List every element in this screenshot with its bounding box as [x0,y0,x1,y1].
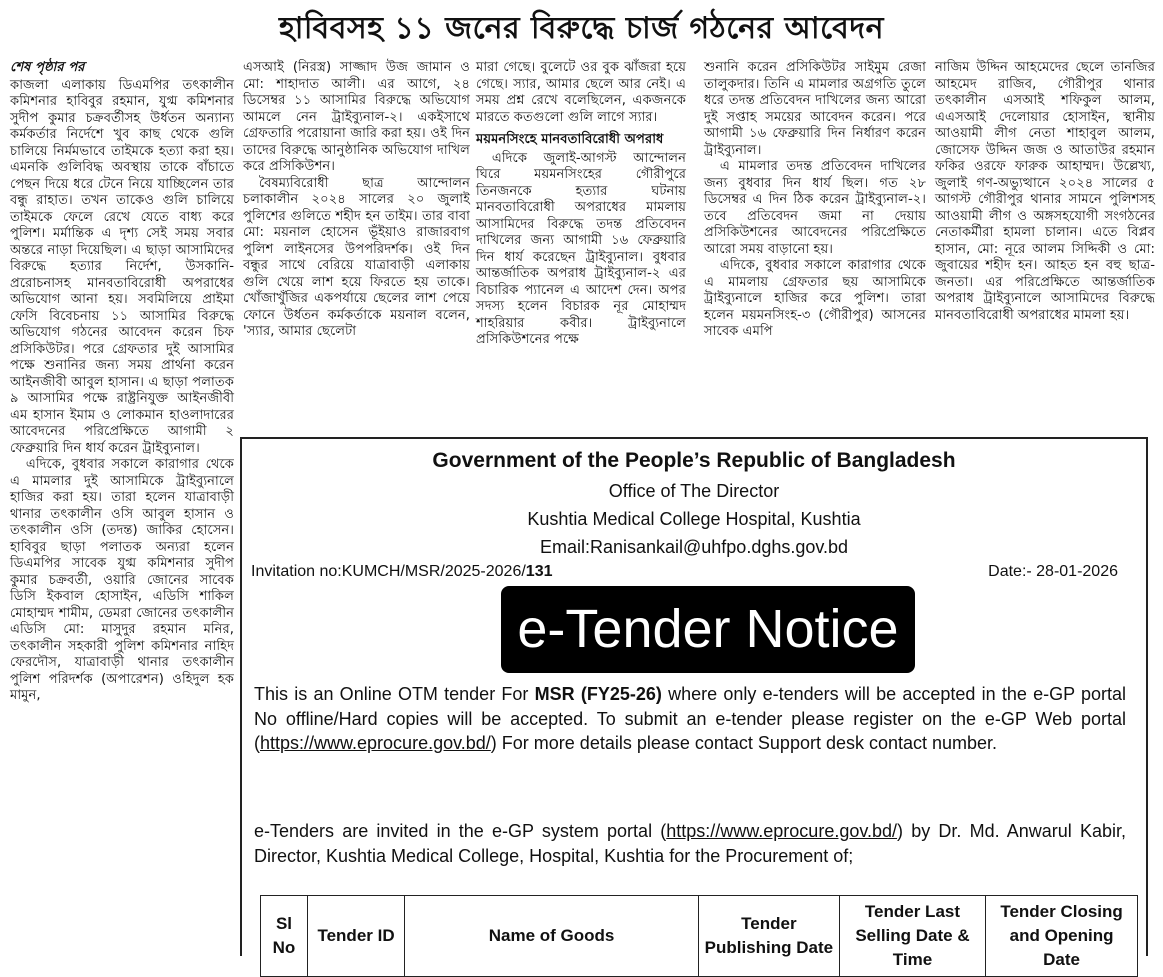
article-paragraph: নাজিম উদ্দিন আহমেদের ছেলে তানজির আহমেদ রাজিব, গৌরীপুর থানার তৎকালীন এসআই শফিকুল আলম, এএসআই দেলোয়ার হোসাইন, স্থানীয় আওয়ামী লীগ নেতা শাহাবুল আলম, জোসেফ উদ্দিন জজ ও আতাউর রহমান ফকির ওরফে ফারুক আহাম্মদ। উল্লেখ্য, জুলাই গণ-অভ্যুত্থানে ২০২৪ সালের ৫ আগস্ট গৌরীপুর থানার সামনে পুলিশসহ আওয়ামী লীগ ও অঙ্গসহযোগী সংগঠনের নেতাকর্মীরা হামলা চালান। এতে বিপ্লব হাসান, মো: নূরে আলম সিদ্দিকী ও মো: জুবায়ের শহীদ হন। আহত হন বহু ছাত্র-জনতা। এর পরিপ্রেক্ষিতে আন্তর্জাতিক অপরাধ ট্রাইব্যুনালে আসামিদের বিরুদ্ধে মানবতাবিরোধী অপরাধের মামলা হয়। [935,60,1155,323]
ad-hospital: Kushtia Medical College Hospital, Kushtia [527,509,861,529]
tender-table [260,895,1138,977]
ad-government-title: Government of the People’s Republic of Bangladesh [432,449,956,472]
subheading: ময়মনসিংহে মানবতাবিরোধী অপরাধ [476,132,664,147]
header-tender-id: Tender ID [307,896,404,977]
article-column-1 [10,60,234,956]
article-column-3 [476,60,686,432]
ad-office: Office of The Director [608,481,780,501]
e-tender-banner: e-Tender Notice [501,586,915,673]
table-header-row [261,896,1138,977]
header-name-of-goods: Name of Goods [405,896,699,977]
invitation-number: Invitation no:KUMCH/MSR/2025-2026/131 [251,563,553,580]
eprocure-link[interactable]: https://www.eprocure.gov.bd/ [666,821,898,841]
article-paragraph: এদিকে, বুধবার সকালে কারাগার থেকে এ মামলার দুই আসামিকে ট্রাইব্যুনালে হাজির করা হয়। তারা হলেন যাত্রাবাড়ী থানার তৎকালীন ওসি আবুল হাসান ও তৎকালীন ওসি (তদন্ত) জাকির হোসেন। হাবিবুর ছাড়া পলাতক অন্যরা হলেন ডিএমপির সাবেক যুগ্ম কমিশনার সুদীপ কুমার চক্রবর্তী, ওয়ারি জোনের সাবেক ডিসি ইকবাল হোসাইন, এডিসি শাকিল মোহাম্মদ শামীম, ডেমরা জোনের তৎকালীন এডিসি মো: মাসুদুর রহমান মনির, তৎকালীন সহকারী পুলিশ কমিশনার নাহিদ ফেরদৌস, যাত্রাবাড়ী থানার তৎকালীন পুলিশ পরিদর্শক (অপারেশন) ওহিদুল হক মামুন, [10,457,234,703]
ad-paragraph-2: e-Tenders are invited in the e-GP system portal (https://www.eprocure.gov.bd/) by Dr. Md. Anwarul Kabir, Director, Kushtia Medical College, Hospital, Kushtia for the Procurement of; [254,821,1127,866]
header-closing-opening-date: Tender Closing and Opening Date [986,896,1138,977]
article-paragraph: বৈষম্যবিরোধী ছাত্র আন্দোলন চলাকালীন ২০২৪ সালের ২০ জুলাই পুলিশের গুলিতে শহীদ হন তাইম। তার বাবা মো: ময়নাল হোসেন ভূঁইয়াও রাজারবাগ পুলিশ লাইনসের উপপরিদর্শক। ওই দিন বন্ধুর সাথে বেরিয়ে যাত্রাবাড়ী এলাকায় গুলি খেয়ে লাশ হয়ে ফিরতে হয় তাকে। খোঁজাখুঁজির একপর্যায়ে ছেলের লাশ পেয়ে ফোনে উর্ধতন কর্মকর্তাকে ময়নাল বলেন, 'স্যার, আমার ছেলেটা [243,175,470,339]
article-column-2 [243,60,470,432]
ad-email: Email:Ranisankail@uhfpo.dghs.gov.bd [539,537,849,557]
article-paragraph: মারা গেছে। বুলেটে ওর বুক ঝাঁজরা হয়ে গেছে। স্যার, আমার ছেলে আর নেই। এ সময় প্রশ্ন রেখে বলেছিলেন, একজনকে মারতে কতগুলো গুলি লাগে স্যার। [476,60,686,125]
ad-paragraph-1: This is an Online OTM tender For MSR (FY25-26) where only e-tenders will be accepted in the e-GP portal No offline/Hard copies will be accepted. To submit an e-tender please register on the e-GP Web portal (https://www.eprocure.gov.bd/) For more details please contact Support desk contact number. [254,684,1127,753]
article-paragraph: এদিকে, বুধবার সকালে কারাগার থেকে এ মামলায় গ্রেফতার ছয় আসামিকে ট্রাইব্যুনালে হাজির করে পুলিশ। তারা হলেন ময়মনসিংহ-৩ (গৌরীপুর) আসনের সাবেক এমপি [704,258,926,339]
header-last-selling-date: Tender Last Selling Date & Time [839,896,985,977]
tender-advertisement [240,437,1148,969]
article-paragraph: কাজলা এলাকায় ডিএমপির তৎকালীন কমিশনার হাবিবুর রহমান, যুগ্ম কমিশনার সুদীপ কুমার চক্রবর্তীসহ উর্ধতন অন্যান্য কর্মকর্তার নির্দেশে খুব কাছ থেকে গুলি চালিয়ে নির্মমভাবে তাইমকে হত্যা করা হয়। এমনকি গুলিবিদ্ধ অবস্থায় তাকে বাঁচাতে পেছন দিয়ে ধরে টেনে নিয়ে যাচ্ছিলেন তার বন্ধু রাহাত। তখন তাকেও গুলি চালিয়ে তাইমকে ফেলে রেখে যেতে বাধ্য করে পুলিশ। মর্মান্তিক এ দৃশ্য সেই সময় সবার অন্তরে নাড়া দিয়েছিল। এ ছাড়া আসামিদের বিরুদ্ধে হত্যার নির্দেশ, উসকানি-প্ররোচনাসহ মানবতাবিরোধী অপরাধের অভিযোগ আনা হয়। সবমিলিয়ে প্রাইমা ফেসি বিবেচনায় ১১ আসামির বিরুদ্ধে অভিযোগ গঠনের আবেদন করেন চিফ প্রসিকিউটর। পরে গ্রেফতার দুই আসামির পক্ষে শুনানির জন্য সময় প্রার্থনা করেন আইনজীবী আবুল হাসান। এ ছাড়া পলাতক ৯ আসামির পক্ষে রাষ্ট্রনিযুক্ত আইনজীবী এম হাসান ইমাম ও লোকমান হাওলাদারের আবেদনের পরিপ্রেক্ষিতে আগামী ২ ফেব্রুয়ারি দিন ধার্য করেন ট্রাইব্যুনাল। [10,77,234,456]
article-column-5 [935,60,1155,432]
continued-from-label: শেষ পৃষ্ঠার পর [10,60,85,75]
article-column-4 [704,60,926,432]
article-paragraph: এসআই (নিরস্ত্র) সাজ্জাদ উজ জামান ও মো: শাহাদাত আলী। এর আগে, ২৪ ডিসেম্বর ১১ আসামির বিরুদ্ধে অভিযোগ আমলে নেন ট্রাইব্যুনাল-২। একইসাথে গ্রেফতারি পরোয়ানা জারি করা হয়। ওই দিন তাদের বিরুদ্ধে আনুষ্ঠানিক অভিযোগ দাখিল করে প্রসিকিউশন। [243,60,470,174]
eprocure-link[interactable]: https://www.eprocure.gov.bd/ [260,733,491,753]
article-paragraph: এ মামলার তদন্ত প্রতিবেদন দাখিলের জন্য বুধবার দিন ধার্য ছিল। গত ২৮ ডিসেম্বর এ দিন ঠিক করেন ট্রাইব্যুনাল-২। তবে প্রতিবেদন জমা না দেয়ায় প্রসিকিউশনের আবেদনের পরিপ্রেক্ষিতে আরো সময় বাড়ানো হয়। [704,159,926,257]
header-publishing-date: Tender Publishing Date [698,896,839,977]
article-paragraph: শুনানি করেন প্রসিকিউটর সাইমুম রেজা তালুকদার। তিনি এ মামলার অগ্রগতি তুলে ধরে তদন্ত প্রতিবেদন দাখিলের জন্য আরো দুই সপ্তাহ সময়ের আবেদন করেন। পরে আগামী ১৬ ফেব্রুয়ারি দিন নির্ধারণ করেন ট্রাইব্যুনাল। [704,60,926,158]
header-sl-no: Sl No [261,896,308,977]
notice-date: Date:- 28-01-2026 [988,563,1118,580]
headline: হাবিবসহ ১১ জনের বিরুদ্ধে চার্জ গঠনের আবেদন [278,11,885,46]
article-paragraph: এদিকে জুলাই-আগস্ট আন্দোলন ঘিরে ময়মনসিংহের গৌরীপুরে তিনজনকে হত্যার ঘটনায় মানবতাবিরোধী অপরাধের মামলায় আসামিদের বিরুদ্ধে তদন্ত প্রতিবেদন দাখিলের জন্য আগামী ১৬ ফেব্রুয়ারি দিন ধার্য করেছেন ট্রাইব্যুনাল। বুধবার আন্তর্জাতিক অপরাধ ট্রাইব্যুনাল-২ এর বিচারিক প্যানেল এ আদেশ দেন। অপর সদস্য হলেন বিচারক নূর মোহাম্মদ শাহরিয়ার কবীর। ট্রাইব্যুনালে প্রসিকিউশনের পক্ষে [476,150,686,347]
